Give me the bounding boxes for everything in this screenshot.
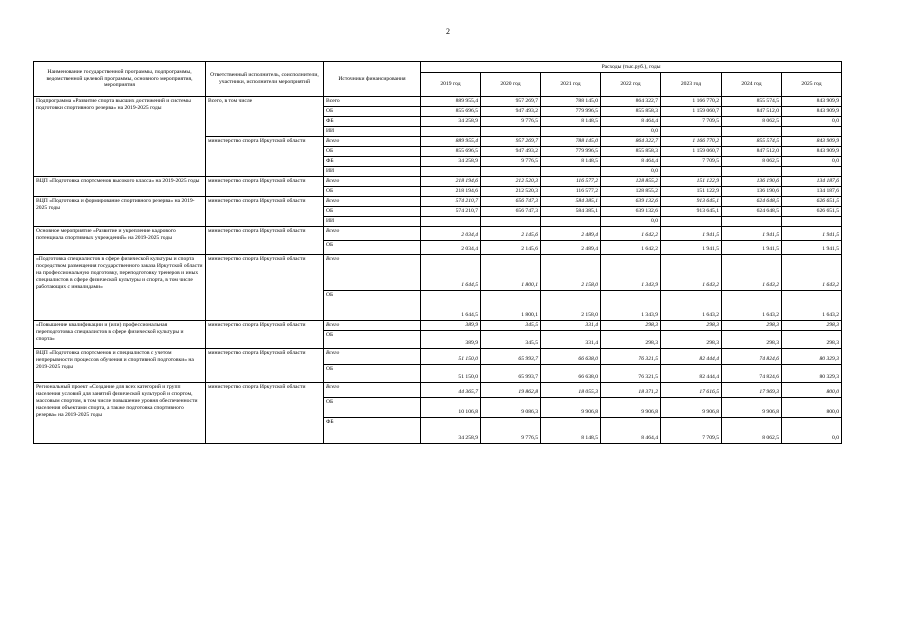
amount-cell: 10 106,8 bbox=[421, 397, 481, 417]
amount-cell: 34 258,9 bbox=[421, 156, 481, 166]
amount-cell bbox=[782, 166, 842, 176]
amount-cell: 82 444,4 bbox=[661, 364, 722, 382]
amount-cell: 0,0 bbox=[601, 216, 661, 226]
amount-cell: 7 709,5 bbox=[661, 116, 722, 126]
amount-cell: 134 187,6 bbox=[782, 176, 842, 186]
program-name-cell: ВЦП «Подготовка спортсменов и специалистов с учетом непрерывности процессов обучения и спортивной подготовки» на 2019-2025 годы bbox=[34, 348, 206, 382]
funding-source-cell: ОБ bbox=[324, 397, 421, 417]
amount-cell: 0,0 bbox=[782, 156, 842, 166]
amount-cell: 855 696,5 bbox=[421, 146, 481, 156]
funding-source-cell: ОБ bbox=[324, 106, 421, 116]
amount-cell: 1 166 770,2 bbox=[661, 97, 722, 107]
amount-cell: 847 512,0 bbox=[722, 106, 782, 116]
amount-cell bbox=[782, 126, 842, 136]
amount-cell: 7 709,5 bbox=[661, 156, 722, 166]
executor-cell: министерство спорта Иркутской области bbox=[206, 136, 324, 176]
amount-cell: 128 855,2 bbox=[601, 186, 661, 196]
amount-cell: 136 190,6 bbox=[722, 186, 782, 196]
amount-cell: 17 616,5 bbox=[661, 382, 722, 397]
amount-cell: 345,5 bbox=[481, 330, 541, 348]
amount-cell: 855 696,5 bbox=[421, 106, 481, 116]
amount-cell: 1 159 060,7 bbox=[661, 146, 722, 156]
header-year: 2020 год bbox=[481, 73, 541, 97]
amount-cell: 2 034,4 bbox=[421, 240, 481, 254]
amount-cell: 76 321,5 bbox=[601, 364, 661, 382]
program-name-cell: Основное мероприятие «Развитие и укрепление кадрового потенциала спортивных учреждений» на 2019-2025 годы bbox=[34, 226, 206, 254]
amount-cell: 298,3 bbox=[782, 330, 842, 348]
amount-cell: 1 941,5 bbox=[661, 240, 722, 254]
amount-cell bbox=[541, 126, 601, 136]
amount-cell: 843 909,9 bbox=[782, 97, 842, 107]
amount-cell: 218 194,6 bbox=[421, 176, 481, 186]
amount-cell: 1 941,5 bbox=[782, 240, 842, 254]
amount-cell: 574 210,7 bbox=[421, 196, 481, 206]
amount-cell: 7 709,5 bbox=[661, 417, 722, 443]
executor-cell: Всего, в том числе bbox=[206, 97, 324, 137]
amount-cell: 913 645,1 bbox=[661, 206, 722, 216]
amount-cell: 626 651,5 bbox=[782, 196, 842, 206]
amount-cell: 913 645,1 bbox=[661, 196, 722, 206]
amount-cell bbox=[722, 126, 782, 136]
amount-cell: 574 210,7 bbox=[421, 206, 481, 216]
amount-cell: 51 150,0 bbox=[421, 364, 481, 382]
program-name-cell: «Повышение квалификации и (или) профессиональная переподготовка специалистов в сфере физической культуры и спорта» bbox=[34, 320, 206, 348]
funding-source-cell: ИИ bbox=[324, 126, 421, 136]
amount-cell: 843 909,9 bbox=[782, 106, 842, 116]
amount-cell: 51 150,0 bbox=[421, 348, 481, 364]
amount-cell: 855 858,3 bbox=[601, 146, 661, 156]
amount-cell: 218 194,6 bbox=[421, 186, 481, 196]
program-name-cell: Региональный проект «Создание для всех категорий и групп населения условий для занятий физической культурой и спортом, массовым спортом, в том числе повышение уровня обеспеченности населения объектами спорта, а также подготовка спортивного резерва» на 2019-2025 годы bbox=[34, 382, 206, 443]
amount-cell: 1 642,2 bbox=[601, 240, 661, 254]
amount-cell: 1 159 060,7 bbox=[661, 106, 722, 116]
funding-source-cell: Всего bbox=[324, 226, 421, 240]
amount-cell: 584 385,1 bbox=[541, 206, 601, 216]
amount-cell: 1 941,5 bbox=[661, 226, 722, 240]
amount-cell: 8 464,4 bbox=[601, 417, 661, 443]
amount-cell: 855 574,5 bbox=[722, 97, 782, 107]
amount-cell: 17 969,3 bbox=[722, 382, 782, 397]
amount-cell: 779 996,5 bbox=[541, 146, 601, 156]
amount-cell bbox=[541, 216, 601, 226]
amount-cell: 18 055,3 bbox=[541, 382, 601, 397]
amount-cell: 8 062,5 bbox=[722, 417, 782, 443]
header-year: 2022 год bbox=[601, 73, 661, 97]
amount-cell: 8 464,4 bbox=[601, 116, 661, 126]
amount-cell: 2 034,4 bbox=[421, 226, 481, 240]
program-name-cell: Подпрограмма «Развитие спорта высших достижений и системы подготовки спортивного резерва» на 2019-2025 годы bbox=[34, 97, 206, 177]
table-row bbox=[34, 254, 842, 290]
amount-cell: 8 148,5 bbox=[541, 156, 601, 166]
amount-cell bbox=[481, 216, 541, 226]
amount-cell: 1 166 770,2 bbox=[661, 136, 722, 146]
funding-source-cell: ОБ bbox=[324, 364, 421, 382]
amount-cell: 19 862,8 bbox=[481, 382, 541, 397]
amount-cell: 82 444,4 bbox=[661, 348, 722, 364]
funding-source-cell: ОБ bbox=[324, 186, 421, 196]
amount-cell: 800,0 bbox=[782, 382, 842, 397]
amount-cell: 800,0 bbox=[782, 397, 842, 417]
amount-cell: 74 824,6 bbox=[722, 364, 782, 382]
amount-cell: 2 145,6 bbox=[481, 240, 541, 254]
table-row bbox=[34, 348, 842, 364]
amount-cell: 1 343,9 bbox=[601, 254, 661, 290]
amount-cell: 2 158,0 bbox=[541, 254, 601, 290]
amount-cell: 639 132,6 bbox=[601, 206, 661, 216]
amount-cell: 847 512,0 bbox=[722, 146, 782, 156]
amount-cell: 788 145,0 bbox=[541, 136, 601, 146]
amount-cell: 9 906,8 bbox=[601, 397, 661, 417]
amount-cell: 44 365,7 bbox=[421, 382, 481, 397]
amount-cell bbox=[661, 216, 722, 226]
amount-cell: 65 993,7 bbox=[481, 348, 541, 364]
amount-cell: 1 644,5 bbox=[421, 254, 481, 290]
amount-cell: 9 906,8 bbox=[541, 397, 601, 417]
executor-cell: министерство спорта Иркутской области bbox=[206, 382, 324, 443]
amount-cell: 626 651,5 bbox=[782, 206, 842, 216]
amount-cell: 0,0 bbox=[782, 116, 842, 126]
funding-source-cell: ОБ bbox=[324, 240, 421, 254]
amount-cell: 9 776,5 bbox=[481, 116, 541, 126]
amount-cell bbox=[481, 126, 541, 136]
table-row bbox=[34, 176, 842, 186]
amount-cell: 389,9 bbox=[421, 320, 481, 330]
amount-cell: 80 329,3 bbox=[782, 348, 842, 364]
funding-source-cell: Всего bbox=[324, 382, 421, 397]
amount-cell: 1 644,5 bbox=[421, 290, 481, 320]
amount-cell: 9 086,3 bbox=[481, 397, 541, 417]
amount-cell: 2 158,0 bbox=[541, 290, 601, 320]
amount-cell: 116 577,2 bbox=[541, 176, 601, 186]
amount-cell: 74 824,6 bbox=[722, 348, 782, 364]
amount-cell bbox=[421, 126, 481, 136]
amount-cell: 8 464,4 bbox=[601, 156, 661, 166]
amount-cell bbox=[481, 166, 541, 176]
amount-cell: 1 800,1 bbox=[481, 290, 541, 320]
amount-cell: 957 269,7 bbox=[481, 97, 541, 107]
table-row bbox=[34, 226, 842, 240]
amount-cell: 788 145,0 bbox=[541, 97, 601, 107]
amount-cell: 136 190,6 bbox=[722, 176, 782, 186]
amount-cell bbox=[421, 216, 481, 226]
amount-cell: 947 493,2 bbox=[481, 146, 541, 156]
amount-cell: 18 371,2 bbox=[601, 382, 661, 397]
amount-cell: 843 909,9 bbox=[782, 136, 842, 146]
amount-cell: 331,4 bbox=[541, 330, 601, 348]
amount-cell: 80 329,3 bbox=[782, 364, 842, 382]
amount-cell: 66 638,0 bbox=[541, 364, 601, 382]
amount-cell: 1 941,5 bbox=[782, 226, 842, 240]
amount-cell: 855 574,5 bbox=[722, 136, 782, 146]
amount-cell: 134 187,6 bbox=[782, 186, 842, 196]
funding-source-cell: ИИ bbox=[324, 216, 421, 226]
funding-source-cell: Всего bbox=[324, 176, 421, 186]
header-executor: Ответственный исполнитель, соисполнители, участники, исполнители мероприятий bbox=[206, 62, 324, 97]
amount-cell: 389,9 bbox=[421, 330, 481, 348]
header-year: 2023 год bbox=[661, 73, 722, 97]
header-year: 2021 год bbox=[541, 73, 601, 97]
amount-cell: 151 122,9 bbox=[661, 186, 722, 196]
amount-cell: 298,3 bbox=[722, 330, 782, 348]
funding-source-cell: Всего bbox=[324, 196, 421, 206]
amount-cell bbox=[722, 166, 782, 176]
amount-cell: 9 906,8 bbox=[661, 397, 722, 417]
executor-cell: министерство спорта Иркутской области bbox=[206, 254, 324, 320]
amount-cell: 864 322,7 bbox=[601, 136, 661, 146]
amount-cell: 65 993,7 bbox=[481, 364, 541, 382]
funding-source-cell: ФБ bbox=[324, 156, 421, 166]
amount-cell: 331,4 bbox=[541, 320, 601, 330]
amount-cell: 298,3 bbox=[661, 320, 722, 330]
amount-cell bbox=[661, 126, 722, 136]
header-source: Источники финансирования bbox=[324, 62, 421, 97]
amount-cell bbox=[782, 216, 842, 226]
amount-cell: 298,3 bbox=[601, 320, 661, 330]
amount-cell: 2 489,4 bbox=[541, 240, 601, 254]
funding-source-cell: Всего bbox=[324, 97, 421, 107]
header-expenses: Расходы (тыс.руб.), годы bbox=[421, 62, 842, 73]
amount-cell: 9 776,5 bbox=[481, 417, 541, 443]
header-year: 2019 год bbox=[421, 73, 481, 97]
funding-source-cell: Всего bbox=[324, 136, 421, 146]
header-year: 2024 год bbox=[722, 73, 782, 97]
amount-cell: 212 520,3 bbox=[481, 176, 541, 186]
amount-cell: 1 642,2 bbox=[601, 226, 661, 240]
amount-cell: 656 747,3 bbox=[481, 206, 541, 216]
header-name: Наименование государственной программы, подпрограммы, ведомственной целевой программы, основного мероприятия, мероприятия bbox=[34, 62, 206, 97]
funding-source-cell: ОБ bbox=[324, 146, 421, 156]
table-row bbox=[34, 97, 842, 107]
amount-cell: 212 520,3 bbox=[481, 186, 541, 196]
funding-source-cell: ИИ bbox=[324, 166, 421, 176]
amount-cell: 66 638,0 bbox=[541, 348, 601, 364]
amount-cell bbox=[421, 166, 481, 176]
executor-cell: министерство спорта Иркутской области bbox=[206, 196, 324, 226]
amount-cell: 1 941,5 bbox=[722, 226, 782, 240]
amount-cell bbox=[541, 166, 601, 176]
amount-cell: 8 148,5 bbox=[541, 116, 601, 126]
amount-cell: 298,3 bbox=[782, 320, 842, 330]
amount-cell: 128 855,2 bbox=[601, 176, 661, 186]
funding-source-cell: Всего bbox=[324, 254, 421, 290]
amount-cell: 1 643,2 bbox=[661, 290, 722, 320]
amount-cell: 0,0 bbox=[782, 417, 842, 443]
executor-cell: министерство спорта Иркутской области bbox=[206, 320, 324, 348]
amount-cell: 9 776,5 bbox=[481, 156, 541, 166]
amount-cell: 1 343,9 bbox=[601, 290, 661, 320]
amount-cell: 947 493,2 bbox=[481, 106, 541, 116]
amount-cell: 1 800,1 bbox=[481, 254, 541, 290]
amount-cell: 624 648,5 bbox=[722, 196, 782, 206]
amount-cell: 0,0 bbox=[601, 166, 661, 176]
funding-source-cell: ОБ bbox=[324, 206, 421, 216]
program-name-cell: «Подготовка специалистов в сфере физической культуры и спорта посредством размещения государственного заказа Иркутской области на профессиональную подготовку, переподготовку тренеров и иных специалистов в сфере физической культуры и спорта, в том числе работающих с инвалидами» bbox=[34, 254, 206, 320]
amount-cell: 298,3 bbox=[601, 330, 661, 348]
amount-cell: 298,3 bbox=[722, 320, 782, 330]
executor-cell: министерство спорта Иркутской области bbox=[206, 176, 324, 196]
amount-cell: 584 385,1 bbox=[541, 196, 601, 206]
amount-cell: 1 643,2 bbox=[782, 290, 842, 320]
table-body bbox=[34, 97, 842, 444]
executor-cell: министерство спорта Иркутской области bbox=[206, 348, 324, 382]
table-row bbox=[34, 382, 842, 397]
amount-cell: 624 648,5 bbox=[722, 206, 782, 216]
amount-cell: 8 148,5 bbox=[541, 417, 601, 443]
amount-cell: 2 489,4 bbox=[541, 226, 601, 240]
amount-cell: 855 858,3 bbox=[601, 106, 661, 116]
amount-cell: 151 122,9 bbox=[661, 176, 722, 186]
amount-cell: 1 643,2 bbox=[722, 290, 782, 320]
amount-cell: 345,5 bbox=[481, 320, 541, 330]
amount-cell: 1 941,5 bbox=[722, 240, 782, 254]
page-number: 2 bbox=[446, 27, 450, 36]
amount-cell: 779 996,5 bbox=[541, 106, 601, 116]
amount-cell: 116 577,2 bbox=[541, 186, 601, 196]
amount-cell: 76 321,5 bbox=[601, 348, 661, 364]
executor-cell: министерство спорта Иркутской области bbox=[206, 226, 324, 254]
funding-source-cell: ОБ bbox=[324, 330, 421, 348]
funding-source-cell: Всего bbox=[324, 320, 421, 330]
amount-cell: 656 747,3 bbox=[481, 196, 541, 206]
funding-source-cell: ФБ bbox=[324, 417, 421, 443]
amount-cell: 298,3 bbox=[661, 330, 722, 348]
amount-cell: 889 955,4 bbox=[421, 136, 481, 146]
amount-cell: 34 258,9 bbox=[421, 417, 481, 443]
program-name-cell: ВЦП «Подготовка спортсменов высокого класса» на 2019-2025 годы bbox=[34, 176, 206, 196]
amount-cell: 1 643,2 bbox=[782, 254, 842, 290]
amount-cell: 9 906,8 bbox=[722, 397, 782, 417]
amount-cell: 639 132,6 bbox=[601, 196, 661, 206]
amount-cell: 0,0 bbox=[601, 126, 661, 136]
amount-cell: 843 909,9 bbox=[782, 146, 842, 156]
table-row bbox=[34, 196, 842, 206]
amount-cell: 889 955,4 bbox=[421, 97, 481, 107]
amount-cell: 34 258,9 bbox=[421, 116, 481, 126]
funding-source-cell: Всего bbox=[324, 348, 421, 364]
amount-cell: 957 269,7 bbox=[481, 136, 541, 146]
amount-cell bbox=[661, 166, 722, 176]
program-name-cell: ВЦП «Подготовка и формирование спортивного резерва» на 2019-2025 годы bbox=[34, 196, 206, 226]
amount-cell bbox=[722, 216, 782, 226]
amount-cell: 8 062,5 bbox=[722, 156, 782, 166]
amount-cell: 8 062,5 bbox=[722, 116, 782, 126]
funding-source-cell: ФБ bbox=[324, 116, 421, 126]
amount-cell: 1 643,2 bbox=[722, 254, 782, 290]
amount-cell: 1 643,2 bbox=[661, 254, 722, 290]
funding-source-cell: ОБ bbox=[324, 290, 421, 320]
amount-cell: 2 145,6 bbox=[481, 226, 541, 240]
header-year: 2025 год bbox=[782, 73, 842, 97]
amount-cell: 864 322,7 bbox=[601, 97, 661, 107]
table-row bbox=[34, 320, 842, 330]
budget-table bbox=[33, 61, 842, 444]
